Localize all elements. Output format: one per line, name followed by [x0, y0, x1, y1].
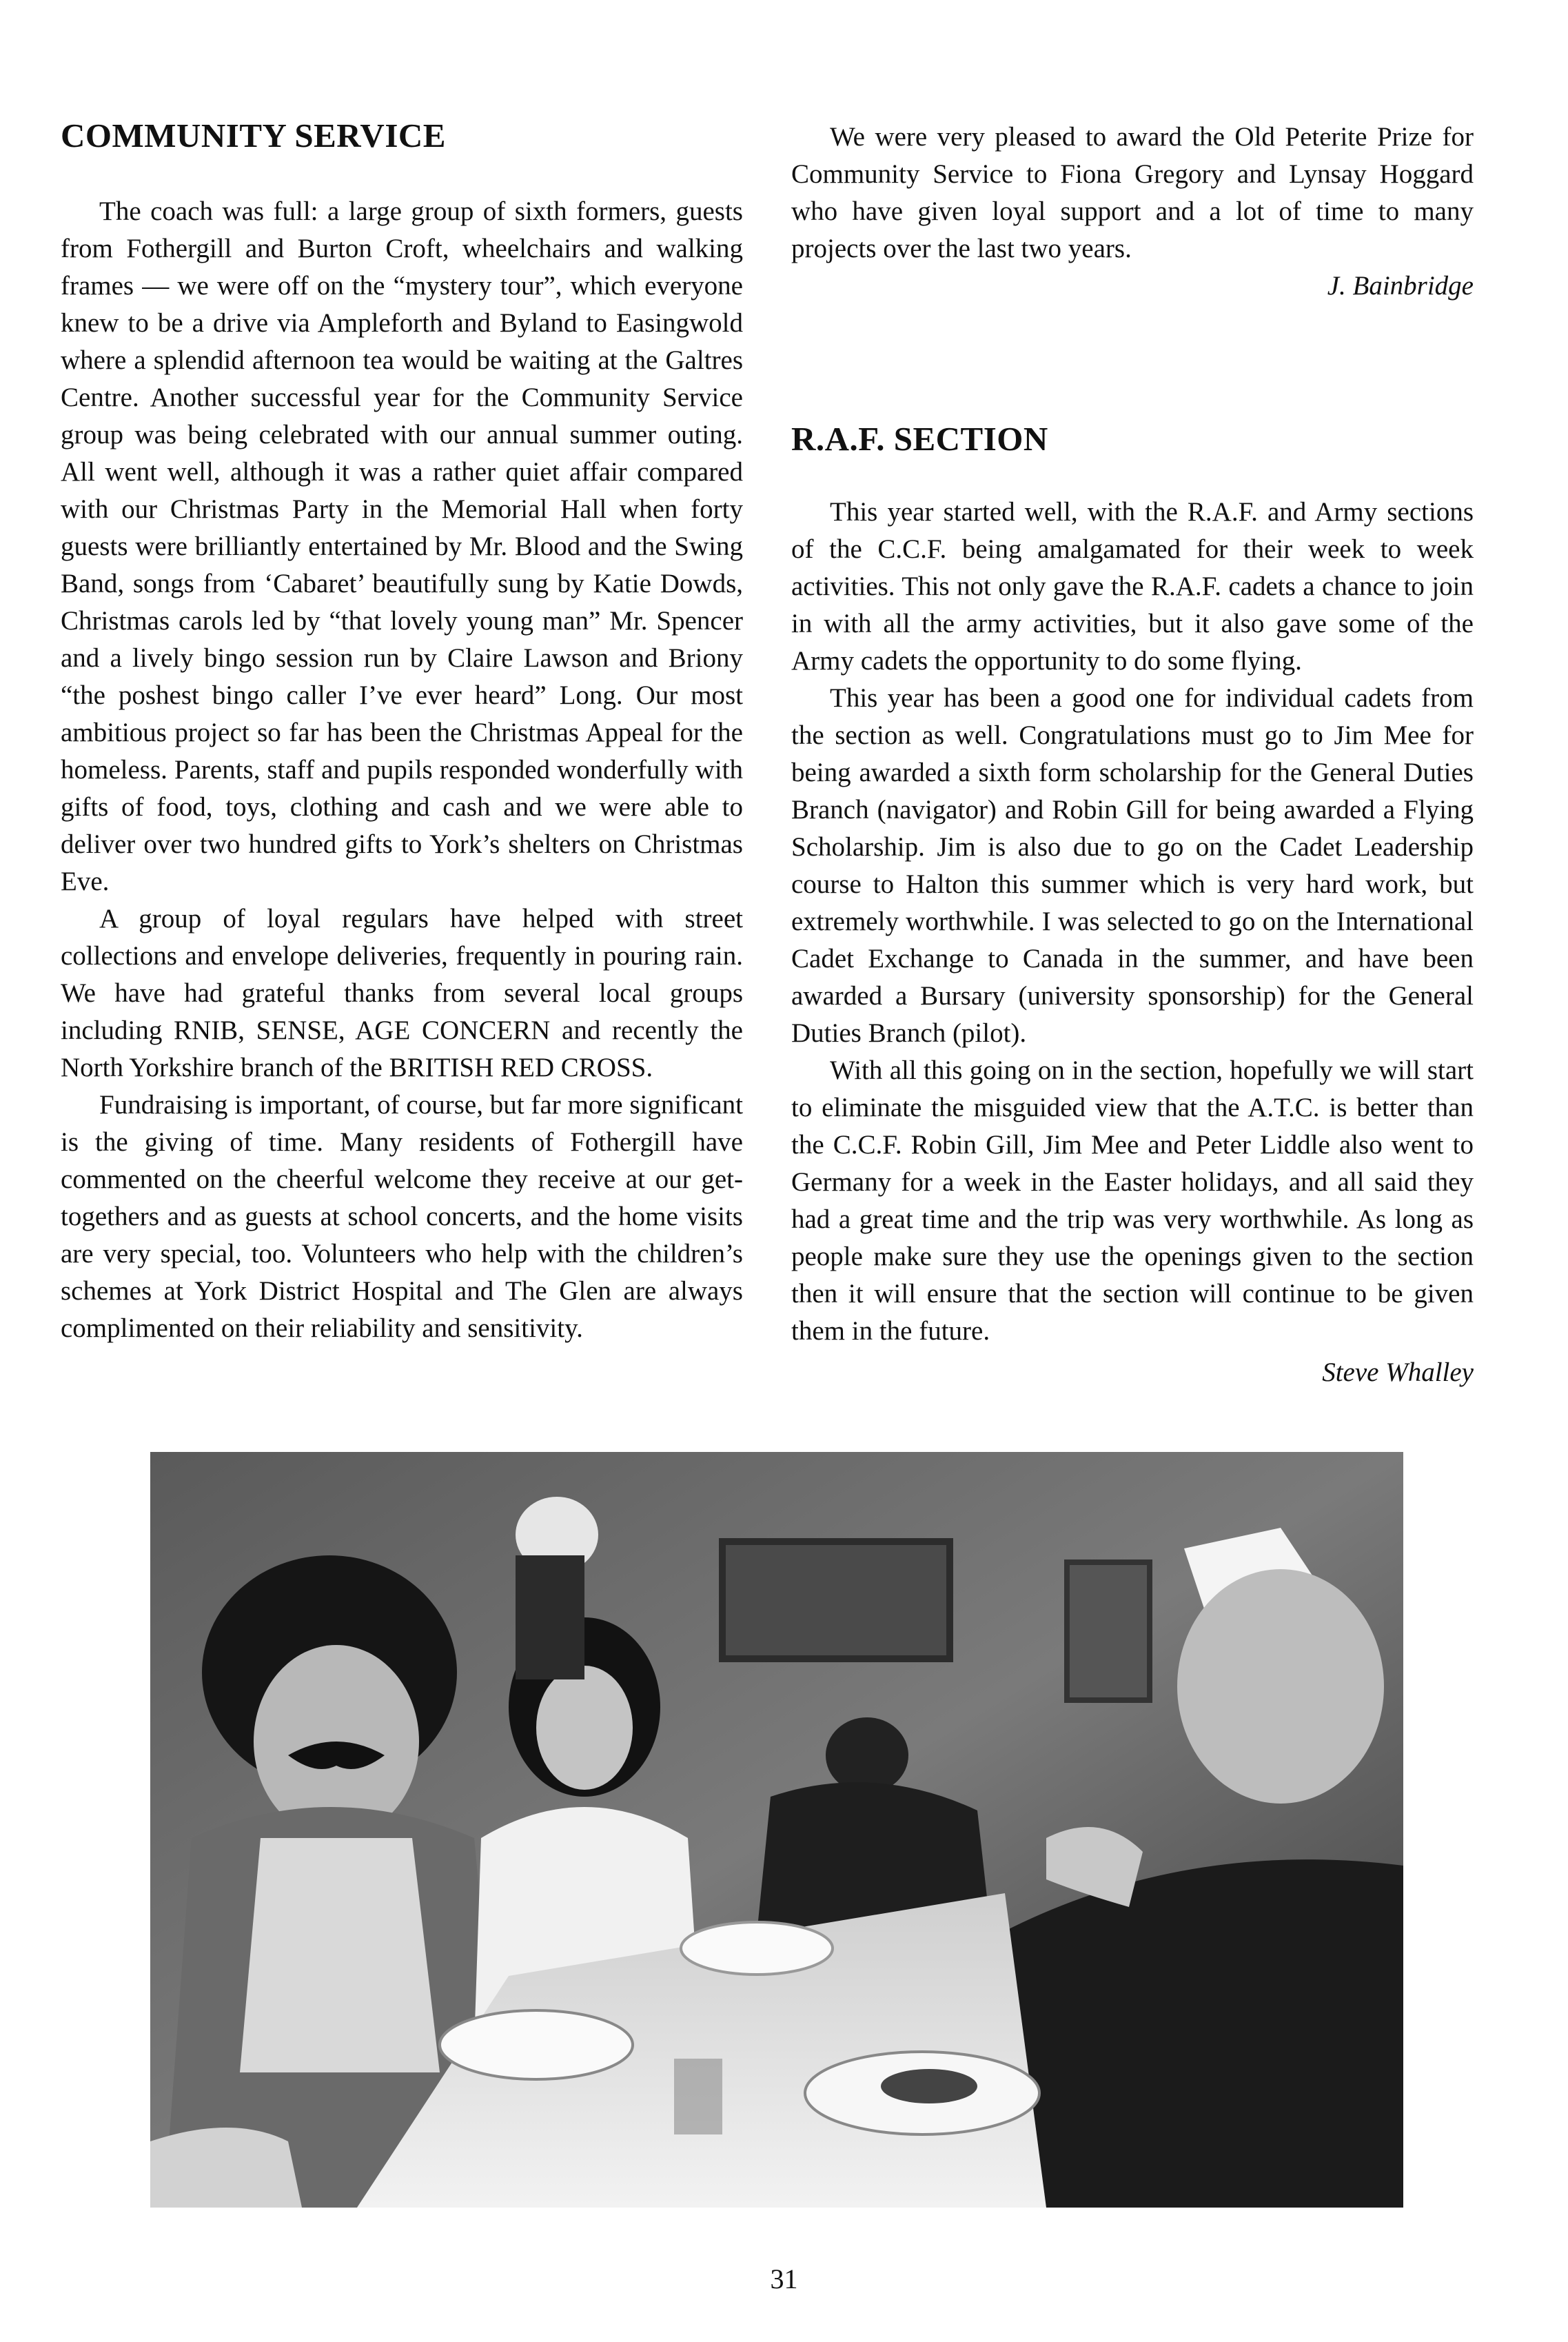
plate-food — [881, 2069, 977, 2103]
community-service-paragraph-3: Fundraising is important, of course, but far more significant is the giving of time. Many residents of Fothergill have commented on the cheerful welcome they receive at our get-togethers and as guests at school concerts, and the home visits are very special, too. Volunteers who help with the children’s schemes at York District Hospital and The Glen are always complimented on their reliability and sensitivity. — [61, 1089, 743, 1343]
raf-paragraph-2: This year has been a good one for individual cadets from the section as well. Congratulations must go to Jim Mee for being awarded a sixth form scholarship for the General Duties Branch (navigator) and Robin Gill for being awarded a Flying Scholarship. Jim is also due to go on the Cadet Leadership course to Halton this summer which is very hard work, but extremely worthwhile. I was selected to go on the International Cadet Exchange to Canada in the summer, and have been awarded a Bursary (university sponsorship) for the General Duties Branch (pilot). — [791, 683, 1474, 1048]
community-service-title: COMMUNITY SERVICE — [61, 117, 446, 154]
foreground-hand — [150, 2128, 302, 2208]
background-figure — [516, 1555, 584, 1679]
background-diner-head — [826, 1717, 908, 1793]
raf-paragraph-3: With all this going on in the section, hopefully we will start to eliminate the misguided view that the A.T.C. is better than the C.C.F. Robin Gill, Jim Mee and Peter Liddle also went to Germany for a week in the Easter holidays, and all said they had a great time and the trip was very worthwhile. As long as people make sure they use the openings given to the section then it will ensure that the section will continue to be given them in the future. — [791, 1055, 1474, 1346]
prize-note-paragraph: We were very pleased to award the Old Peterite Prize for Community Service to Fiona Gregory and Lynsay Hoggard who have given loyal support and a lot of time to many projects over the last two years. — [791, 122, 1474, 263]
wall-picture-frame — [722, 1542, 950, 1659]
community-service-paragraph-1: The coach was full: a large group of sixth formers, guests from Fothergill and Burton Croft, wheelchairs and walking frames — we were off on the “mystery tour”, which everyone knew to be a drive via Ampleforth and Byland to Easingwold where a splendid afternoon tea would be waiting at the Galtres Centre. Another successful year for the Community Service group was being celebrated with our annual summer outing. All went well, although it was a rather quiet affair compared with our Christmas Party in the Memorial Hall when forty guests were brilliantly entertained by Mr. Blood and the Swing Band, songs from ‘Cabaret’ beautifully sung by Katie Dowds, Christmas carols led by “that lovely young man” Mr. Spencer and a lively bingo session run by Claire Lawson and Briony “the poshest bingo caller I’ve ever heard” Long. Our most ambitious project so far has been the Christmas Appeal for the homeless. Parents, staff and pupils responded wonderfully with gifts of food, toys, clothing and cash and we were able to deliver over two hundred gifts to York’s shelters on Christmas Eve. — [61, 196, 743, 896]
left-column — [61, 117, 743, 1347]
raf-paragraph-1: This year started well, with the R.A.F. and Army sections of the C.C.F. being amalgamated for their week to week activities. This not only gave the R.A.F. cadets a chance to join in with all the army activities, but it also gave some of the Army cadets the opportunity to do some flying. — [791, 496, 1474, 676]
christmas-party-photo — [150, 1452, 1403, 2208]
wall-picture-frame-2 — [1067, 1562, 1150, 1700]
raf-signature: Steve Whalley — [1322, 1357, 1474, 1387]
figure-shirt-left — [240, 1838, 440, 2072]
drinking-glass — [674, 2059, 722, 2134]
plate-1 — [681, 1922, 833, 1975]
right-column — [791, 119, 1474, 1391]
figure-face-center — [536, 1666, 633, 1790]
photo-illustration — [150, 1452, 1403, 2208]
figure-face-right — [1177, 1569, 1384, 1804]
community-service-paragraph-2: A group of loyal regulars have helped with street collections and envelope deliveries, frequently in pouring rain. We have had grateful thanks from several local groups including RNIB, SENSE, AGE CONCERN and recently the North Yorkshire branch of the BRITISH RED CROSS. — [61, 903, 743, 1082]
raf-section-title: R.A.F. SECTION — [791, 420, 1048, 458]
plate-2 — [440, 2010, 633, 2079]
prize-note-signature: J. Bainbridge — [1327, 271, 1474, 301]
page-number: 31 — [770, 2263, 798, 2294]
